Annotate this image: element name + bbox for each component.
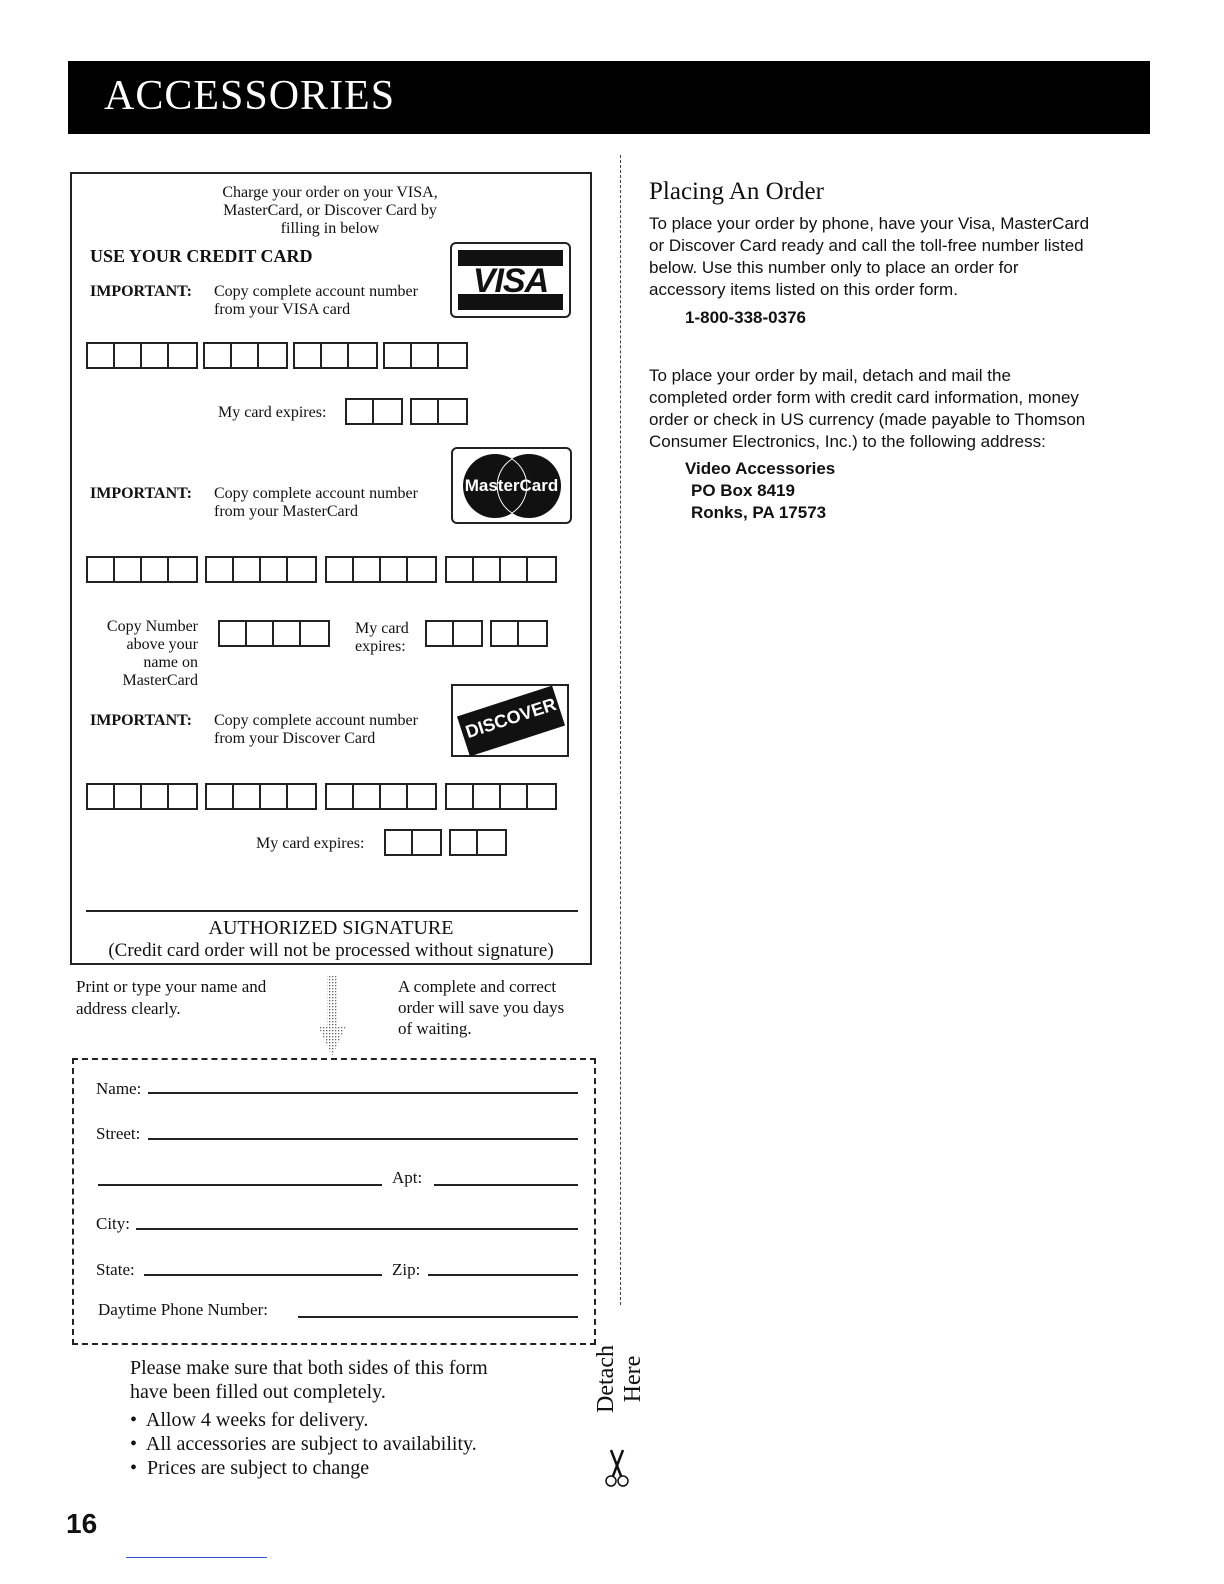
mastercard-logo-text: MasterCard bbox=[464, 476, 559, 495]
signature-line[interactable] bbox=[86, 910, 578, 912]
detach-line bbox=[620, 155, 621, 1305]
list-item: • All accessories are subject to availability. bbox=[130, 1433, 477, 1455]
street-line[interactable] bbox=[148, 1138, 578, 1140]
phone-label: Daytime Phone Number: bbox=[98, 1300, 268, 1319]
name-label: Name: bbox=[96, 1079, 142, 1098]
mastercard-instruction: Copy complete account number from your MasterCard bbox=[214, 485, 418, 520]
visa-number-group-1[interactable] bbox=[86, 342, 198, 369]
mastercard-expires-month[interactable] bbox=[425, 620, 483, 647]
mastercard-number-group-2[interactable] bbox=[205, 556, 317, 583]
apt-line[interactable] bbox=[434, 1184, 578, 1186]
visa-expires-year[interactable] bbox=[410, 398, 468, 425]
mastercard-number-group-3[interactable] bbox=[325, 556, 437, 583]
street-line-2[interactable] bbox=[98, 1184, 382, 1186]
card-intro: Charge your order on your VISA, MasterCard, or Discover Card by filling in below bbox=[222, 184, 438, 237]
down-arrow-icon bbox=[314, 976, 350, 1058]
discover-expires-label: My card expires: bbox=[256, 835, 365, 852]
page-number: 16 bbox=[66, 1508, 98, 1539]
mastercard-expires-year[interactable] bbox=[490, 620, 548, 647]
detach-label: Detach Here bbox=[593, 1345, 646, 1413]
discover-instruction: Copy complete account number from your Discover Card bbox=[214, 712, 418, 747]
order-info bbox=[649, 176, 1169, 524]
state-label: State: bbox=[96, 1260, 135, 1279]
mastercard-expires-label: My card expires: bbox=[355, 620, 409, 655]
visa-expires-month[interactable] bbox=[345, 398, 403, 425]
mastercard-important-label: IMPORTANT: bbox=[90, 485, 192, 502]
state-line[interactable] bbox=[144, 1274, 382, 1276]
discover-logo bbox=[451, 684, 569, 757]
visa-expires-label: My card expires: bbox=[218, 404, 327, 421]
city-line[interactable] bbox=[136, 1228, 578, 1230]
phone-paragraph: To place your order by phone, have your Visa, MasterCard or Discover Card ready and call the toll-free number listed below. Use this number only to place an order for accessory items listed on this order form. bbox=[649, 214, 1090, 299]
mastercard-logo bbox=[451, 447, 572, 524]
footer-link-underline bbox=[126, 1557, 267, 1558]
mastercard-number-group-1[interactable] bbox=[86, 556, 198, 583]
scissors-icon bbox=[603, 1448, 631, 1488]
discover-number-group-4[interactable] bbox=[445, 783, 557, 810]
visa-number-group-4[interactable] bbox=[383, 342, 468, 369]
signature-note: (Credit card order will not be processed without signature) bbox=[108, 940, 554, 961]
discover-logo-text: DISCOVER bbox=[463, 693, 559, 743]
street-label: Street: bbox=[96, 1124, 141, 1143]
discover-number-group-1[interactable] bbox=[86, 783, 198, 810]
visa-number-group-3[interactable] bbox=[293, 342, 378, 369]
address-note-right: A complete and correct order will save you days of waiting. bbox=[398, 977, 565, 1038]
zip-label: Zip: bbox=[392, 1260, 421, 1279]
discover-expires-year[interactable] bbox=[449, 829, 507, 856]
list-item: • Allow 4 weeks for delivery. bbox=[130, 1409, 369, 1431]
discover-number-group-3[interactable] bbox=[325, 783, 437, 810]
footer-bullets bbox=[130, 1408, 477, 1480]
phone-number[interactable]: 1-800-338-0376 bbox=[685, 308, 806, 327]
mailing-address: Video Accessories PO Box 8419 Ronks, PA 17573 bbox=[685, 459, 836, 522]
name-line[interactable] bbox=[148, 1092, 578, 1094]
footer-intro: Please make sure that both sides of this form have been filled out completely. bbox=[130, 1357, 488, 1403]
list-item: • Prices are subject to change bbox=[130, 1457, 370, 1479]
mastercard-copy-number-boxes[interactable] bbox=[218, 620, 330, 647]
card-heading: USE YOUR CREDIT CARD bbox=[90, 246, 313, 266]
page-title: ACCESSORIES bbox=[104, 73, 396, 119]
phone-line[interactable] bbox=[298, 1316, 578, 1318]
mastercard-copy-number-label: Copy Number above your name on MasterCard bbox=[106, 618, 198, 689]
visa-logo-text: VISA bbox=[472, 262, 549, 300]
discover-number-group-2[interactable] bbox=[205, 783, 317, 810]
apt-label: Apt: bbox=[392, 1168, 423, 1187]
city-label: City: bbox=[96, 1214, 131, 1233]
visa-important-label: IMPORTANT: bbox=[90, 283, 192, 300]
discover-important-label: IMPORTANT: bbox=[90, 712, 192, 729]
order-info-title: Placing An Order bbox=[649, 178, 824, 205]
visa-instruction: Copy complete account number from your VISA card bbox=[214, 283, 418, 318]
signature-label: AUTHORIZED SIGNATURE bbox=[208, 917, 454, 939]
mastercard-number-group-4[interactable] bbox=[445, 556, 557, 583]
zip-line[interactable] bbox=[428, 1274, 578, 1276]
address-note-left: Print or type your name and address clearly. bbox=[76, 977, 267, 1018]
visa-number-group-2[interactable] bbox=[203, 342, 288, 369]
visa-logo bbox=[450, 242, 571, 318]
discover-expires-month[interactable] bbox=[384, 829, 442, 856]
mail-paragraph: To place your order by mail, detach and mail the completed order form with credit card information, money order or check in US currency (made payable to Thomson Consumer Electronics, Inc.) to the following address: bbox=[649, 366, 1086, 451]
